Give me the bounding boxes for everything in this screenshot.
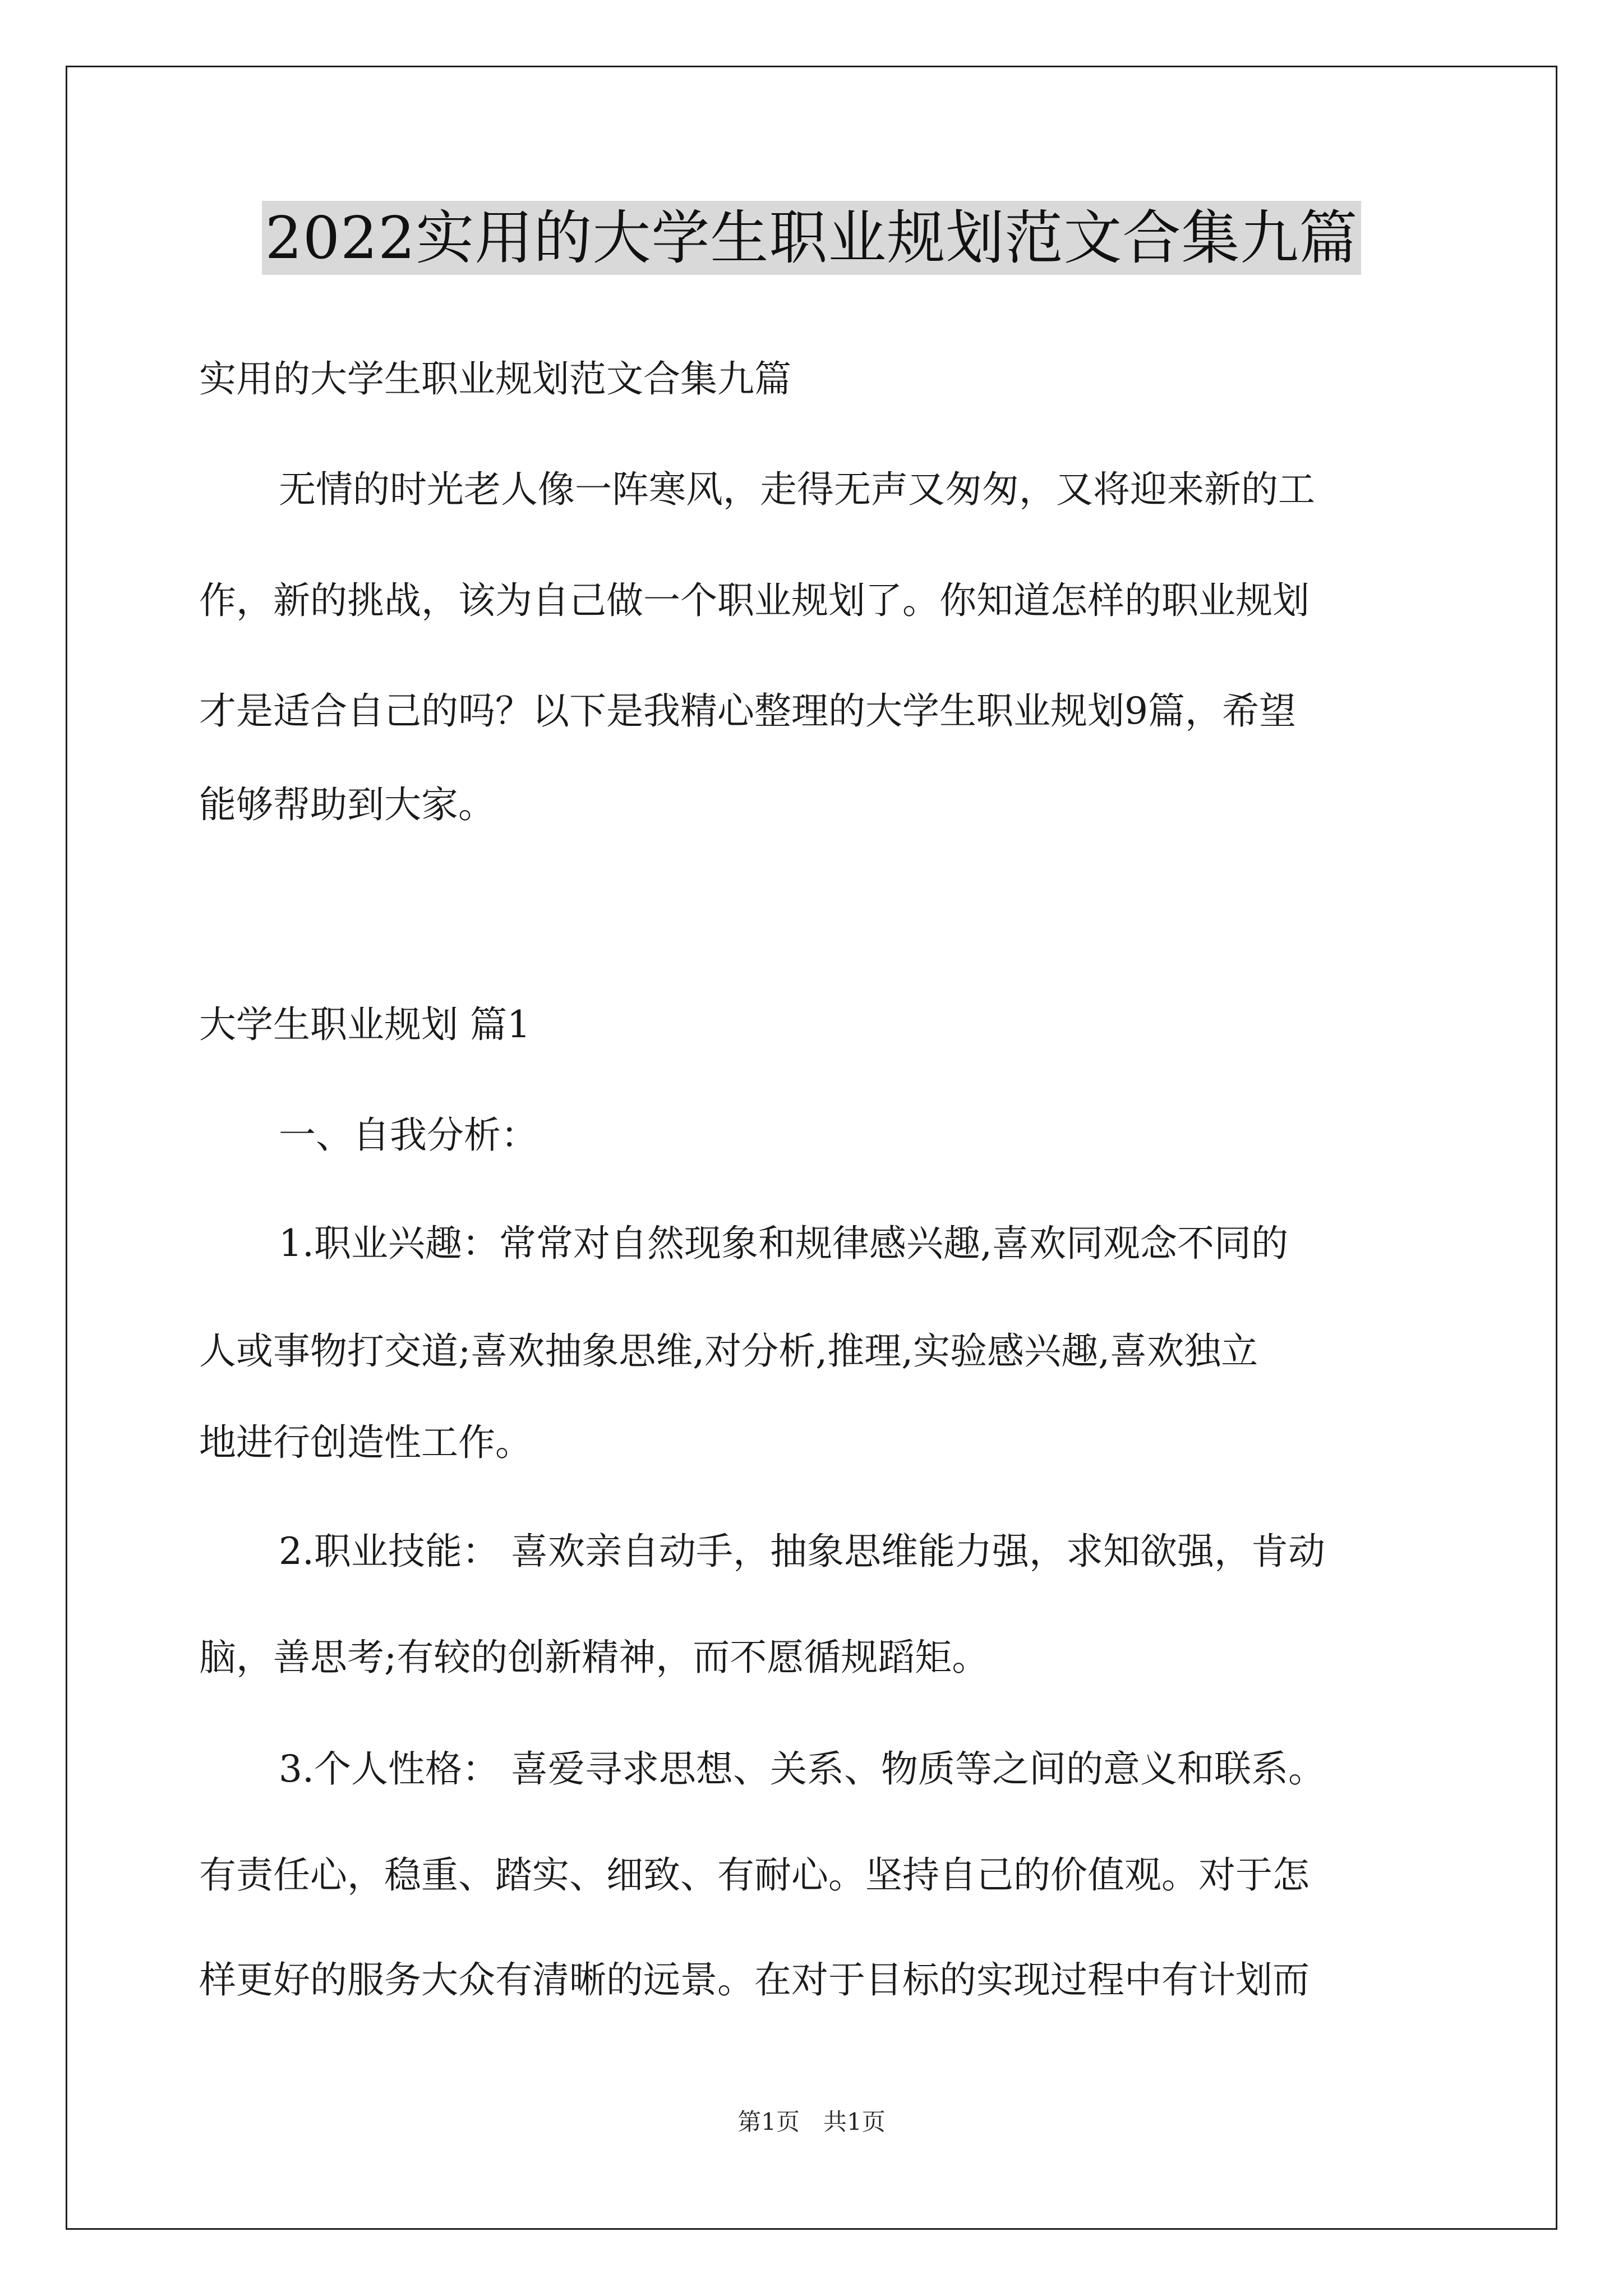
paragraph-line: 作，新的挑战，该为自己做一个职业规划了。你知道怎样的职业规划	[199, 579, 1310, 622]
paragraph-line: 人或事物打交道;喜欢抽象思维,对分析,推理,实验感兴趣,喜欢独立	[199, 1329, 1258, 1373]
document-title: 2022实用的大学生职业规划范文合集九篇	[262, 201, 1362, 275]
title-container	[0, 201, 1623, 275]
section-heading: 大学生职业规划 篇1	[199, 1003, 531, 1046]
paragraph-line: 脑，善思考;有较的创新精神，而不愿循规蹈矩。	[199, 1636, 989, 1679]
paragraph-line: 有责任心，稳重、踏实、细致、有耐心。坚持自己的价值观。对于怎	[199, 1853, 1310, 1897]
paragraph-line: 无情的时光老人像一阵寒风，走得无声又匆匆，又将迎来新的工	[279, 468, 1315, 511]
paragraph-line: 1.职业兴趣：常常对自然现象和规律感兴趣,喜欢同观念不同的	[279, 1222, 1288, 1265]
paragraph-line: 3.个人性格： 喜爱寻求思想、关系、物质等之间的意义和联系。	[279, 1747, 1325, 1791]
subsection-heading: 一、自我分析：	[279, 1114, 538, 1157]
paragraph-line: 2.职业技能： 喜欢亲自动手，抽象思维能力强，求知欲强，肯动	[279, 1530, 1325, 1573]
document-subtitle: 实用的大学生职业规划范文合集九篇	[199, 357, 791, 401]
paragraph-line: 地进行创造性工作。	[199, 1421, 532, 1464]
paragraph-line: 才是适合自己的吗？以下是我精心整理的大学生职业规划9篇，希望	[199, 689, 1296, 733]
page-footer: 第1页 共1页	[737, 2108, 886, 2136]
paragraph-line: 样更好的服务大众有清晰的远景。在对于目标的实现过程中有计划而	[199, 1958, 1310, 2001]
paragraph-line: 能够帮助到大家。	[199, 783, 495, 826]
